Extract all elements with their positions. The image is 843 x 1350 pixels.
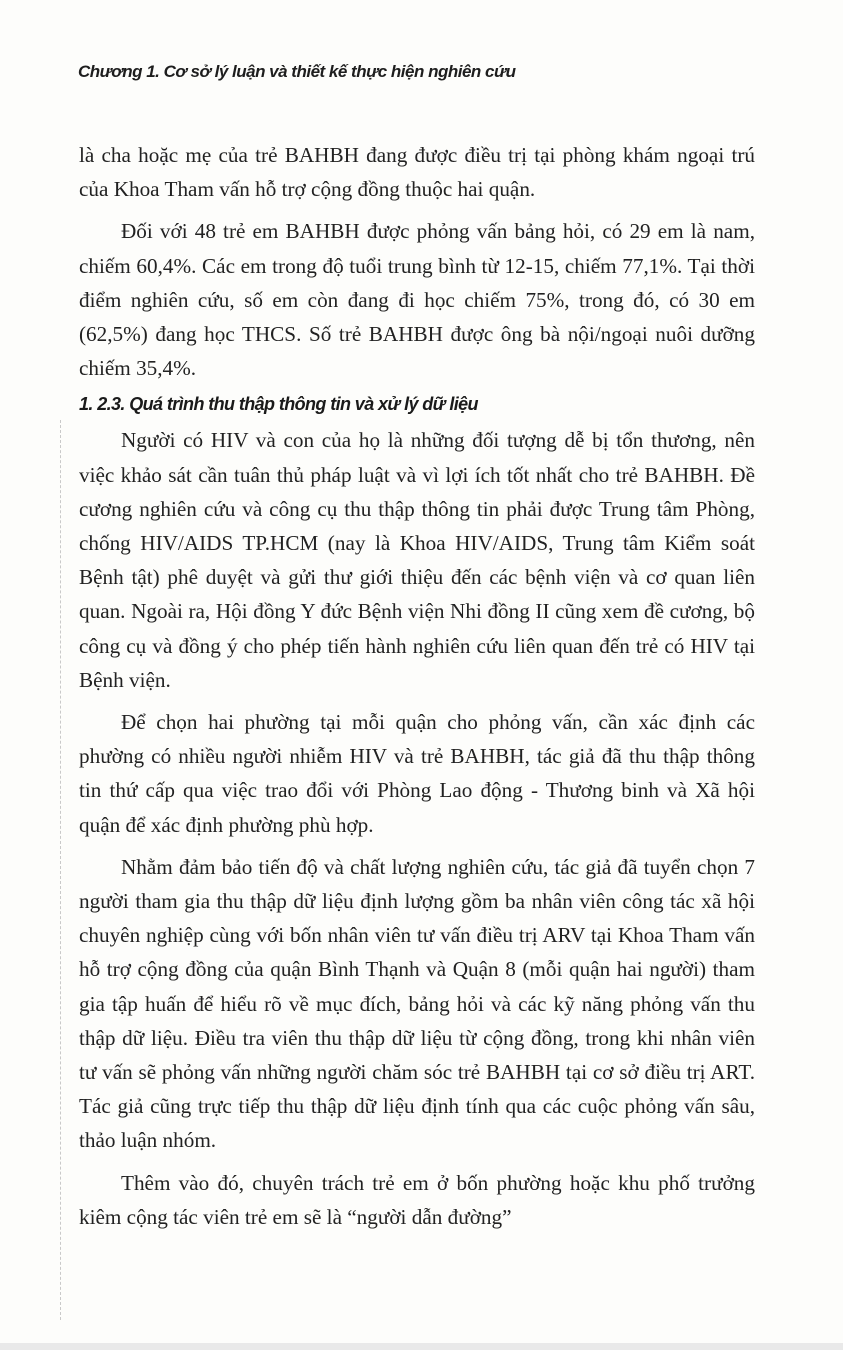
running-header: Chương 1. Cơ sở lý luận và thiết kế thực hiện nghiên cứu [78, 62, 516, 81]
page-body [79, 138, 755, 1234]
paragraph-sample-children: Đối với 48 trẻ em BAHBH được phỏng vấn bảng hỏi, có 29 em là nam, chiếm 60,4%. Các em trong độ tuổi trung bình từ 12-15, chiếm 77,1%. Tại thời điểm nghiên cứu, số em còn đang đi học chiếm 75%, trong đó, có 30 em (62,5%) đang học THCS. Số trẻ BAHBH được ông bà nội/ngoại nuôi dưỡng chiếm 35,4%. [79, 219, 755, 381]
section-heading: 1. 2.3. Quá trình thu thập thông tin và xử lý dữ liệu [79, 394, 478, 415]
margin-rule [60, 420, 61, 1320]
paragraph-data-collectors: Nhằm đảm bảo tiến độ và chất lượng nghiên cứu, tác giả đã tuyển chọn 7 người tham gia thu thập dữ liệu định lượng gồm ba nhân viên công tác xã hội chuyên nghiệp cùng với bốn nhân viên tư vấn điều trị ARV tại Khoa Tham vấn hỗ trợ cộng đồng của quận Bình Thạnh và Quận 8 (mỗi quận hai người) tham gia tập huấn để hiểu rõ về mục đích, bảng hỏi và các kỹ năng phỏng vấn thu thập dữ liệu. Điều tra viên thu thập dữ liệu từ cộng đồng, trong khi nhân viên tư vấn sẽ phỏng vấn những người chăm sóc trẻ BAHBH tại cơ sở điều trị ART. Tác giả cũng trực tiếp thu thập dữ liệu định tính qua các cuộc phỏng vấn sâu, thảo luận nhóm. [79, 854, 755, 1153]
paragraph-ethics: Người có HIV và con của họ là những đối tượng dễ bị tổn thương, nên việc khảo sát cần tuân thủ pháp luật và vì lợi ích tốt nhất cho trẻ BAHBH. Đề cương nghiên cứu và công cụ thu thập thông tin phải được Trung tâm Phòng, chống HIV/AIDS TP.HCM (nay là Khoa HIV/AIDS, Trung tâm Kiểm soát Bệnh tật) phê duyệt và gửi thư giới thiệu đến các bệnh viện và cơ quan liên quan. Ngoài ra, Hội đồng Y đức Bệnh viện Nhi đồng II cũng xem đề cương, bộ công cụ và đồng ý cho phép tiến hành nghiên cứu liên quan đến trẻ có HIV tại Bệnh viện. [79, 428, 755, 692]
paragraph-continuation: là cha hoặc mẹ của trẻ BAHBH đang được điều trị tại phòng khám ngoại trú của Khoa Tham vấn hỗ trợ cộng đồng thuộc hai quận. [79, 143, 755, 202]
page-bottom-edge [0, 1343, 843, 1350]
paragraph-ward-selection: Để chọn hai phường tại mỗi quận cho phỏng vấn, cần xác định các phường có nhiều người nhiễm HIV và trẻ BAHBH, tác giả đã thu thập thông tin thứ cấp qua việc trao đổi với Phòng Lao động - Thương binh và Xã hội quận để xác định phường phù hợp. [79, 710, 755, 837]
paragraph-guides: Thêm vào đó, chuyên trách trẻ em ở bốn phường hoặc khu phố trưởng kiêm cộng tác viên trẻ em sẽ là “người dẫn đường” [79, 1170, 755, 1229]
